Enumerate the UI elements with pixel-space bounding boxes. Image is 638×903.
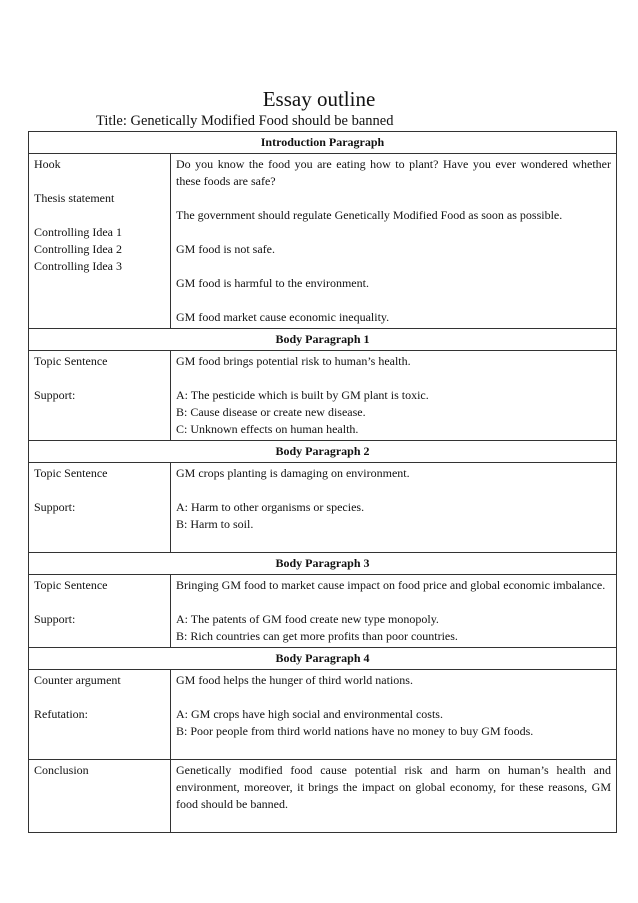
body2-labels xyxy=(29,463,171,553)
topic-text: GM crops planting is damaging on environment. xyxy=(176,466,410,480)
essay-title: Title: Genetically Modified Food should be banned xyxy=(96,113,394,129)
conclusion-text: Genetically modified food cause potential risk and harm on human’s health and environment, moreover, it brings the impact on global economy, for these reasons, GM food should be banned. xyxy=(176,763,611,811)
idea-1-text: GM food is not safe. xyxy=(176,242,275,256)
topic-text: GM food brings potential risk to human’s health. xyxy=(176,354,411,368)
support-item: B: Harm to soil. xyxy=(176,517,254,531)
body1-row xyxy=(29,351,617,441)
label-idea-2: Controlling Idea 2 xyxy=(34,242,122,256)
intro-row xyxy=(29,154,617,329)
label-refutation: Refutation: xyxy=(34,707,88,721)
label-support: Support: xyxy=(34,388,76,402)
label-support: Support: xyxy=(34,500,76,514)
label-topic: Topic Sentence xyxy=(34,354,108,368)
conclusion-row xyxy=(29,760,617,833)
body3-labels xyxy=(29,575,171,648)
label-topic: Topic Sentence xyxy=(34,578,108,592)
page-title: Essay outline xyxy=(262,87,376,111)
support-item: C: Unknown effects on human health. xyxy=(176,422,359,436)
section-heading: Introduction Paragraph xyxy=(29,132,617,154)
body2-row xyxy=(29,463,617,553)
outline-table xyxy=(28,131,617,833)
label-thesis: Thesis statement xyxy=(34,191,115,205)
topic-text: Bringing GM food to market cause impact on food price and global economic imbalance. xyxy=(176,578,606,592)
section-heading: Body Paragraph 3 xyxy=(29,553,617,575)
idea-3-text: GM food market cause economic inequality. xyxy=(176,310,390,324)
body1-content xyxy=(171,351,617,441)
intro-content xyxy=(171,154,617,329)
intro-labels xyxy=(29,154,171,329)
conclusion-label: Conclusion xyxy=(29,760,171,833)
section-heading: Body Paragraph 1 xyxy=(29,329,617,351)
label-hook: Hook xyxy=(34,157,61,171)
refutation-item: B: Poor people from third world nations have no money to buy GM foods. xyxy=(176,724,534,738)
body2-content xyxy=(171,463,617,553)
refutation-item: A: GM crops have high social and environmental costs. xyxy=(176,707,443,721)
section-heading: Body Paragraph 2 xyxy=(29,441,617,463)
support-item: A: Harm to other organisms or species. xyxy=(176,500,365,514)
body2-heading-row xyxy=(29,441,617,463)
support-item: A: The patents of GM food create new type monopoly. xyxy=(176,612,439,626)
support-item: B: Rich countries can get more profits than poor countries. xyxy=(176,629,458,643)
label-topic: Topic Sentence xyxy=(34,466,108,480)
body4-heading-row xyxy=(29,648,617,670)
label-support: Support: xyxy=(34,612,76,626)
label-idea-1: Controlling Idea 1 xyxy=(34,225,122,239)
body3-content xyxy=(171,575,617,648)
conclusion-content xyxy=(171,760,617,833)
idea-2-text: GM food is harmful to the environment. xyxy=(176,276,369,290)
label-counter: Counter argument xyxy=(34,673,121,687)
intro-heading-row xyxy=(29,132,617,154)
section-heading: Body Paragraph 4 xyxy=(29,648,617,670)
support-item: A: The pesticide which is built by GM plant is toxic. xyxy=(176,388,429,402)
body4-row xyxy=(29,670,617,760)
counter-text: GM food helps the hunger of third world nations. xyxy=(176,673,413,687)
label-idea-3: Controlling Idea 3 xyxy=(34,259,122,273)
body1-labels xyxy=(29,351,171,441)
body4-labels xyxy=(29,670,171,760)
hook-text: Do you know the food you are eating how to plant? Have you ever wondered whether these foods are safe? xyxy=(176,157,611,188)
body4-content xyxy=(171,670,617,760)
thesis-text: The government should regulate Genetically Modified Food as soon as possible. xyxy=(176,208,563,222)
body1-heading-row xyxy=(29,329,617,351)
body3-heading-row xyxy=(29,553,617,575)
support-item: B: Cause disease or create new disease. xyxy=(176,405,366,419)
body3-row xyxy=(29,575,617,648)
